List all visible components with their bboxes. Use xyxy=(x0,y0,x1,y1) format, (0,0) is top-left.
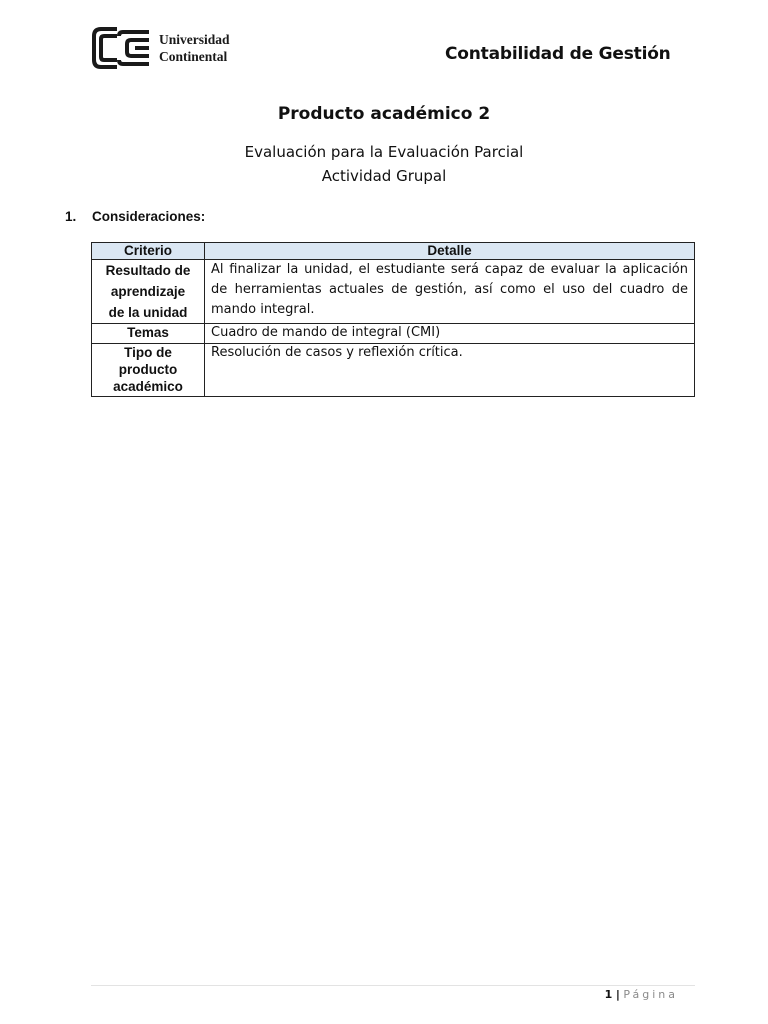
table-header-row xyxy=(92,243,695,260)
document-title: Producto académico 2 xyxy=(277,104,491,124)
criterio-line: académico xyxy=(113,379,183,394)
footer-separator: | xyxy=(615,988,620,1001)
page-footer xyxy=(605,988,678,1001)
criterio-line: Resultado de xyxy=(105,263,191,278)
section-heading xyxy=(65,209,205,224)
footer-divider xyxy=(91,985,695,986)
criterio-line: Tipo de xyxy=(124,345,172,360)
document-subtitle-2: Actividad Grupal xyxy=(321,167,447,185)
university-logo-text xyxy=(159,31,230,65)
detalle-cell: Cuadro de mando de integral (CMI) xyxy=(205,324,695,344)
section-title: Consideraciones: xyxy=(92,209,206,224)
table-row xyxy=(92,260,695,324)
criterio-cell xyxy=(92,324,205,344)
column-header-criterio: Criterio xyxy=(92,243,205,260)
table-row xyxy=(92,324,695,344)
criterio-cell xyxy=(92,260,205,324)
page-word: Página xyxy=(623,988,678,1001)
criterio-line: Temas xyxy=(127,325,169,340)
criterio-line: producto xyxy=(118,362,178,377)
university-logo-icon xyxy=(91,26,151,70)
logo-line-1: Universidad xyxy=(159,32,230,47)
criterio-cell xyxy=(92,344,205,397)
logo-line-2: Continental xyxy=(159,49,228,64)
course-title: Contabilidad de Gestión xyxy=(445,44,671,64)
column-header-detalle: Detalle xyxy=(205,243,695,260)
criteria-table xyxy=(91,242,695,397)
page-number: 1 xyxy=(604,988,613,1001)
criterio-line: de la unidad xyxy=(108,305,188,320)
document-subtitle-1: Evaluación para la Evaluación Parcial xyxy=(244,143,524,161)
table-row xyxy=(92,344,695,397)
university-logo xyxy=(91,26,261,70)
detalle-cell: Resolución de casos y reflexión crítica. xyxy=(205,344,695,397)
detalle-cell: Al finalizar la unidad, el estudiante será capaz de evaluar la aplicación de herramientas actuales de gestión, así como el uso del cuadro de mando integral. xyxy=(205,260,695,324)
criterio-line: aprendizaje xyxy=(110,284,186,299)
section-number: 1. xyxy=(65,209,77,224)
